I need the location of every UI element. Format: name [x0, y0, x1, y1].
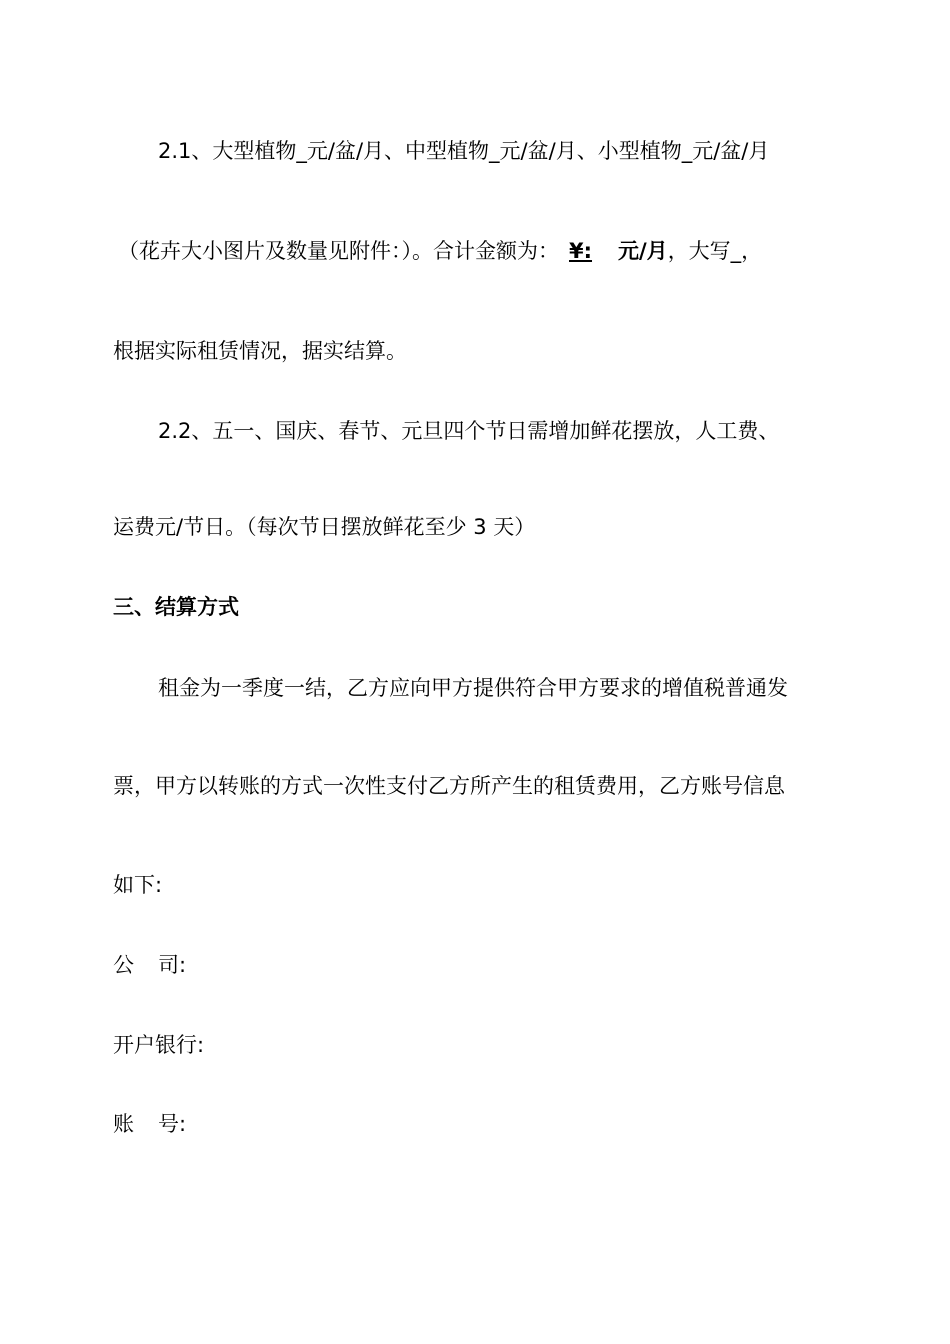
total-amount-field: ¥: [569, 239, 593, 263]
settlement-para-line-2: 票，甲方以转账的方式一次性支付乙方所产生的租赁费用，乙方账号信息 [113, 774, 785, 798]
clause-2-2-line-1: 2.2、五一、国庆、春节、元旦四个节日需增加鲜花摆放，人工费、 [158, 419, 780, 443]
clause-2-1-line-1: 2.1、大型植物_元/盆/月、中型植物_元/盆/月、小型植物_元/盆/月 [158, 139, 770, 163]
clause-2-2-line-2: 运费元/节日。（每次节日摆放鲜花至少 3 天） [113, 515, 536, 539]
settlement-para-line-3: 如下: [113, 873, 163, 897]
bank-label: 开户银行: [113, 1033, 205, 1057]
account-number-label: 账 号: [113, 1112, 187, 1136]
total-amount-unit: 元/月 [618, 239, 668, 263]
clause-2-1-line-3: 根据实际租赁情况，据实结算。 [113, 339, 407, 363]
section-3-heading: 三、结算方式 [113, 595, 239, 619]
clause-2-1-line-2: （花卉大小图片及数量见附件：）。合计金额为： ¥: 元/月，大写_， [118, 239, 763, 263]
settlement-para-line-1: 租金为一季度一结，乙方应向甲方提供符合甲方要求的增值税普通发 [158, 676, 788, 700]
company-label: 公 司: [113, 953, 187, 977]
